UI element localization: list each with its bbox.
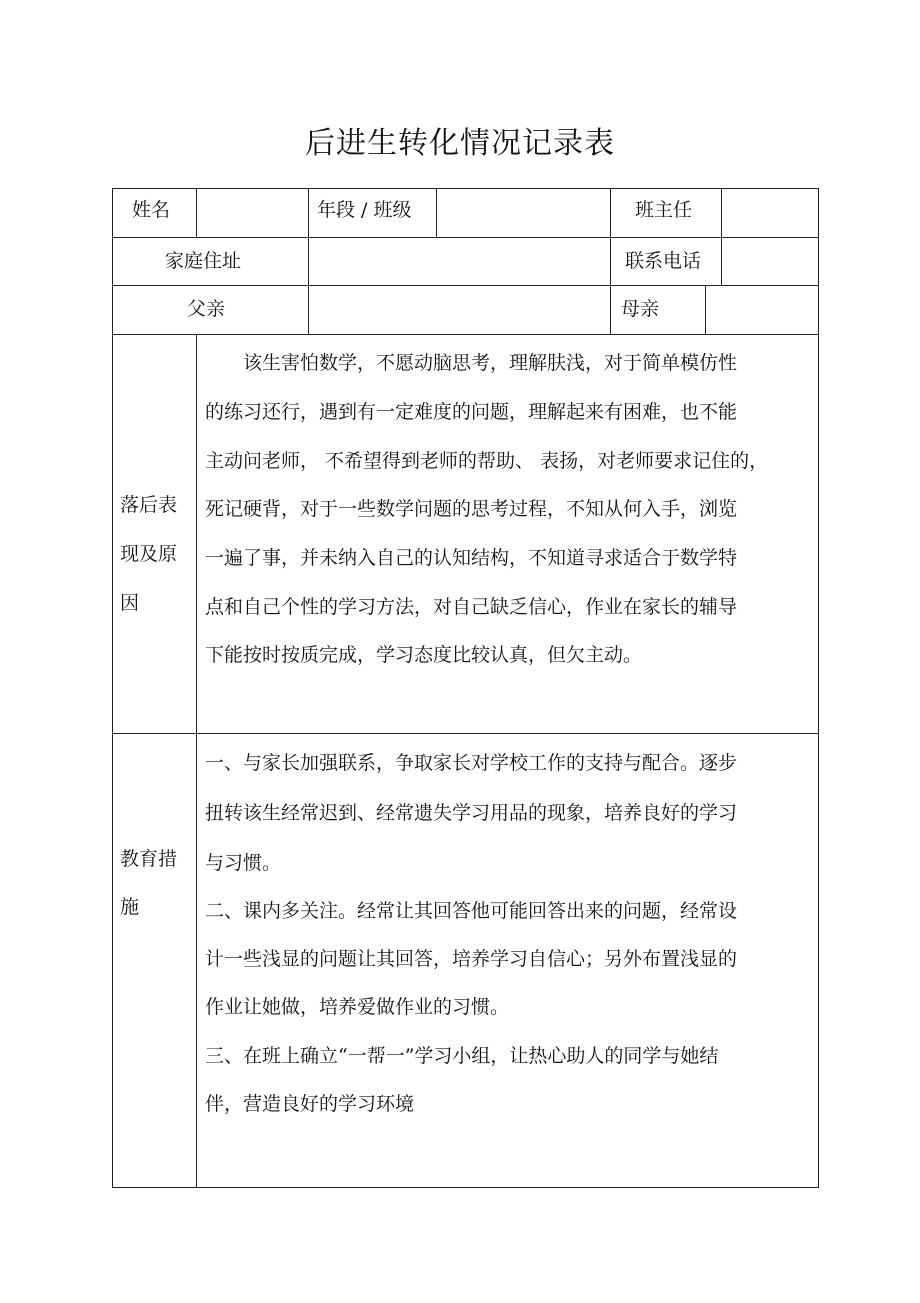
col-divider bbox=[610, 188, 611, 334]
label-reason-line: 落后表 bbox=[120, 494, 178, 516]
label-grade-class: 年段 / 班级 bbox=[317, 199, 412, 221]
table-border-bottom bbox=[112, 1187, 819, 1188]
label-mother: 母亲 bbox=[621, 298, 660, 320]
measure-text-line: 与习惯。 bbox=[205, 852, 282, 874]
reason-text-line: 下能按时按质完成，学习态度比较认真，但欠主动。 bbox=[205, 644, 643, 666]
measure-text-line: 扭转该生经常迟到、经常遗失学习用品的现象，培养良好的学习 bbox=[205, 802, 738, 824]
col-divider bbox=[721, 188, 722, 285]
reason-text-line: 主动问老师， 不希望得到老师的帮助、 表扬，对老师要求记住的， bbox=[205, 450, 769, 472]
col-divider bbox=[705, 285, 706, 334]
reason-text-line: 点和自己个性的学习方法，对自己缺乏信心，作业在家长的辅导 bbox=[205, 596, 738, 618]
col-divider bbox=[436, 188, 437, 237]
table-border-left bbox=[112, 188, 113, 1188]
row-divider bbox=[112, 237, 819, 238]
label-measures-line: 施 bbox=[120, 896, 140, 918]
row-divider bbox=[112, 285, 819, 286]
measure-text-line: 一、与家长加强联系，争取家长对学校工作的支持与配合。逐步 bbox=[205, 752, 738, 774]
measure-text-line: 作业让她做，培养爱做作业的习惯。 bbox=[205, 996, 510, 1018]
table-border-right bbox=[818, 188, 819, 1188]
reason-text-line: 一遍了事，并未纳入自己的认知结构，不知道寻求适合于数学特 bbox=[205, 547, 738, 569]
measure-text-line: 伴，营造良好的学习环境 bbox=[205, 1093, 415, 1115]
reason-text-line: 的练习还行，遇到有一定难度的问题，理解起来有困难，也不能 bbox=[205, 401, 738, 423]
label-phone: 联系电话 bbox=[625, 250, 702, 272]
col-divider bbox=[196, 334, 197, 1188]
row-divider bbox=[112, 733, 819, 734]
label-address: 家庭住址 bbox=[165, 250, 242, 272]
label-measures-line: 教育措 bbox=[120, 848, 178, 870]
col-divider bbox=[308, 188, 309, 334]
col-divider bbox=[196, 188, 197, 237]
measure-text-line: 二、课内多关注。经常让其回答他可能回答出来的问题，经常设 bbox=[205, 900, 738, 922]
reason-text-line: 死记硬背，对于一些数学问题的思考过程，不知从何入手，浏览 bbox=[205, 498, 738, 520]
label-name: 姓名 bbox=[132, 199, 171, 221]
table-border-top bbox=[112, 188, 819, 189]
label-head-teacher: 班主任 bbox=[635, 199, 693, 221]
row-divider bbox=[112, 334, 819, 335]
label-reason-line: 现及原 bbox=[120, 543, 178, 565]
label-father: 父亲 bbox=[187, 298, 226, 320]
label-reason-line: 因 bbox=[120, 592, 140, 614]
measure-text-line: 计一些浅显的问题让其回答，培养学习自信心；另外布置浅显的 bbox=[205, 948, 738, 970]
page-title: 后进生转化情况记录表 bbox=[305, 126, 615, 161]
reason-text-line: 该生害怕数学，不愿动脑思考，理解肤浅，对于简单模仿性 bbox=[243, 352, 738, 374]
measure-text-line: 三、在班上确立“一帮一”学习小组，让热心助人的同学与她结 bbox=[205, 1045, 719, 1067]
